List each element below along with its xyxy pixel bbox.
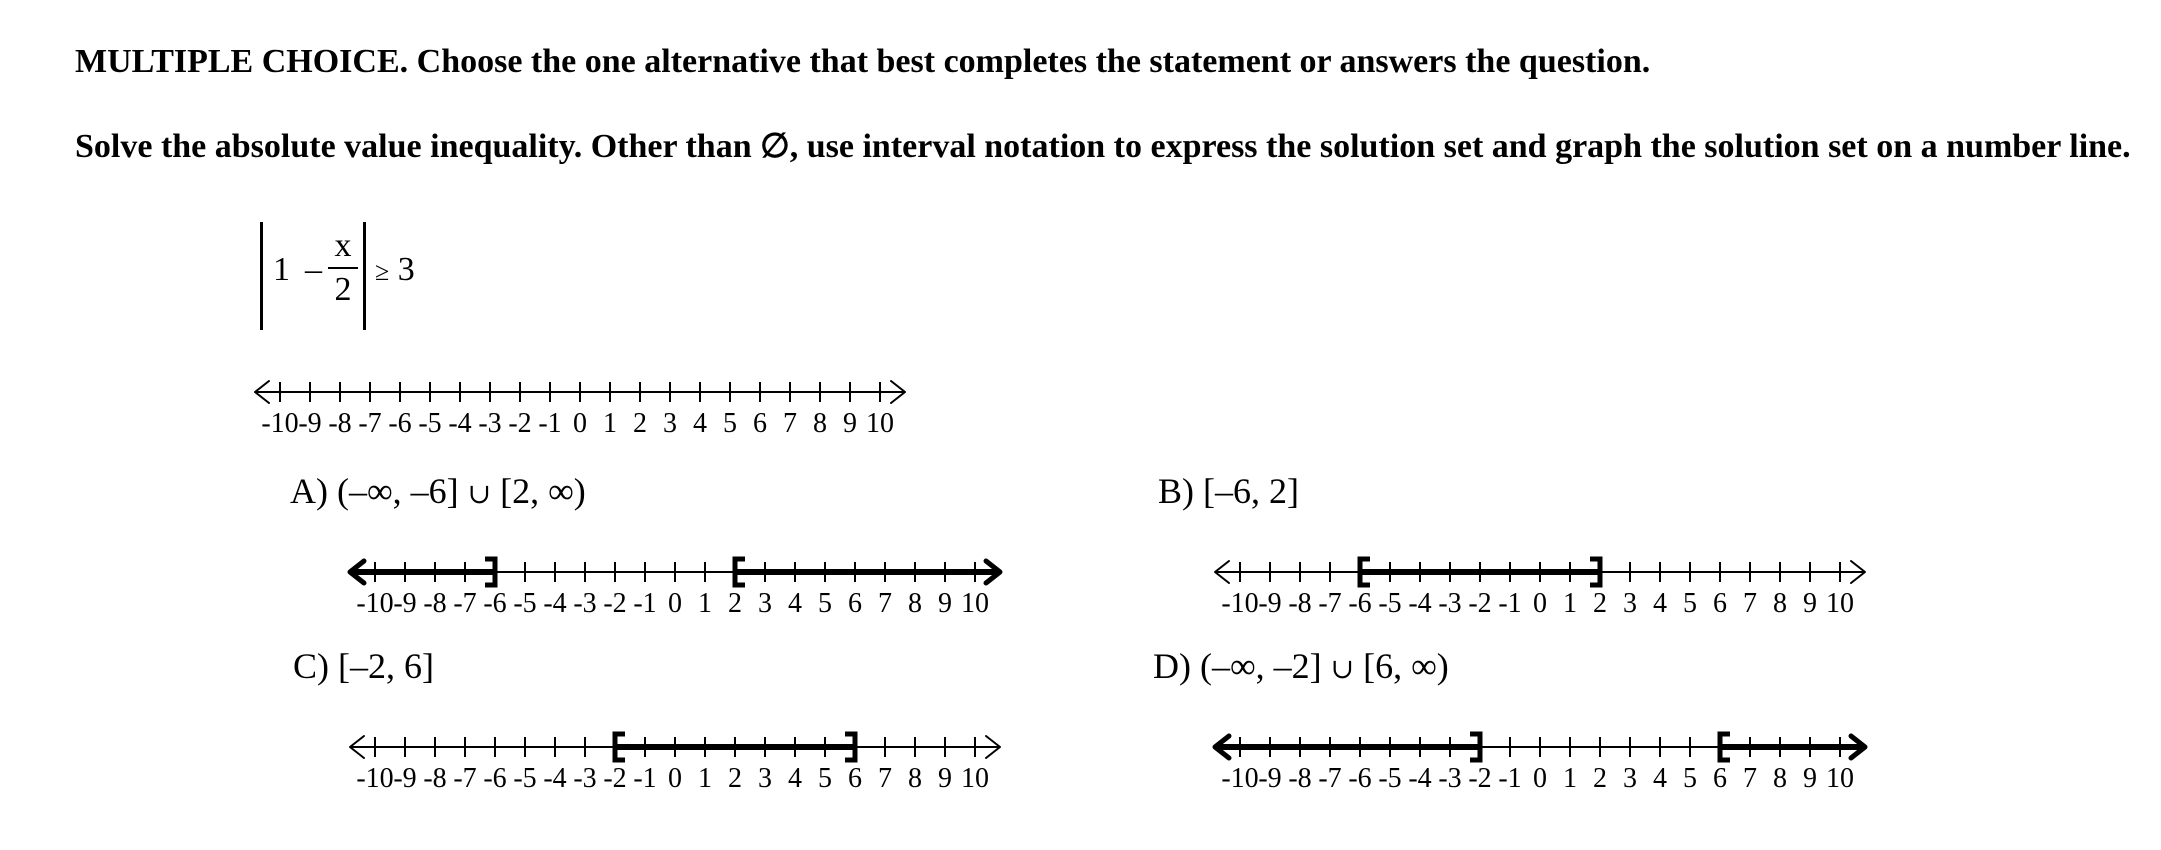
tick-label: -3: [1438, 588, 1462, 619]
tick-label: 4: [1653, 588, 1667, 619]
tick-label: 1: [698, 763, 712, 794]
tick-label: 6: [848, 763, 862, 794]
choice-interval: [6, ∞): [1363, 646, 1449, 686]
tick-label: -1: [633, 763, 657, 794]
tick-label: -9: [298, 408, 322, 439]
choice-interval: [2, ∞): [500, 471, 586, 511]
tick-label: 7: [1743, 763, 1757, 794]
tick-label: -7: [1318, 588, 1342, 619]
tick-label: 5: [723, 408, 737, 439]
tick-label: 1: [1563, 763, 1577, 794]
tick-label: 6: [1713, 588, 1727, 619]
tick-label: 9: [843, 408, 857, 439]
tick-label: 2: [728, 588, 742, 619]
tick-label: -1: [633, 588, 657, 619]
inequality-constant: 1: [273, 251, 290, 288]
choice-interval: (–∞, –2]: [1200, 646, 1322, 686]
tick-label: 3: [1623, 588, 1637, 619]
tick-label: 4: [788, 588, 802, 619]
tick-label: -6: [388, 408, 412, 439]
tick-label: -4: [1408, 588, 1432, 619]
tick-label: 0: [1533, 588, 1547, 619]
tick-label: -5: [513, 588, 537, 619]
tick-label: -10: [1221, 588, 1259, 619]
tick-label: -2: [1468, 763, 1492, 794]
tick-label: -10: [356, 588, 394, 619]
choice-interval: (–∞, –6]: [337, 471, 459, 511]
union-symbol: ∪: [1330, 654, 1355, 685]
tick-label: 6: [1713, 763, 1727, 794]
tick-label: 3: [663, 408, 677, 439]
tick-label: 0: [1533, 763, 1547, 794]
choice-d-number-line: [1200, 725, 1900, 795]
choice-letter: D): [1153, 646, 1191, 686]
tick-label: 5: [1683, 763, 1697, 794]
tick-label: 10: [961, 588, 989, 619]
choice-b-label[interactable]: [1158, 470, 1299, 512]
choice-letter: A): [290, 471, 328, 511]
tick-label: -10: [261, 408, 299, 439]
tick-label: 8: [908, 588, 922, 619]
tick-label: 1: [1563, 588, 1577, 619]
choice-c-number-line: [335, 725, 1035, 795]
tick-label: 4: [1653, 763, 1667, 794]
tick-label: 9: [938, 763, 952, 794]
tick-label: -1: [538, 408, 562, 439]
tick-label: 9: [938, 588, 952, 619]
tick-label: 7: [878, 763, 892, 794]
tick-label: 10: [1826, 763, 1854, 794]
tick-label: 6: [753, 408, 767, 439]
choice-letter: C): [293, 646, 329, 686]
inequality-expression: [255, 222, 455, 332]
tick-label: 2: [728, 763, 742, 794]
choice-interval: [–6, 2]: [1203, 471, 1299, 511]
tick-label: 10: [1826, 588, 1854, 619]
tick-label: -7: [453, 588, 477, 619]
tick-label: 7: [783, 408, 797, 439]
tick-label: 8: [908, 763, 922, 794]
tick-label: -3: [1438, 763, 1462, 794]
tick-label: 2: [1593, 763, 1607, 794]
tick-label: 4: [788, 763, 802, 794]
tick-label: 5: [818, 588, 832, 619]
tick-label: 5: [818, 763, 832, 794]
choice-c-label[interactable]: [293, 645, 434, 687]
absolute-value-bar-left: [260, 222, 263, 330]
tick-label: -9: [1258, 763, 1282, 794]
tick-label: -7: [1318, 763, 1342, 794]
inequality-fraction: [328, 226, 358, 310]
tick-label: -1: [1498, 588, 1522, 619]
tick-label: 0: [668, 588, 682, 619]
tick-label: -4: [1408, 763, 1432, 794]
tick-label: 0: [668, 763, 682, 794]
tick-label: -6: [1348, 588, 1372, 619]
inequality-rhs: 3: [397, 251, 415, 288]
tick-label: 3: [758, 588, 772, 619]
tick-label: -4: [543, 588, 567, 619]
tick-label: -8: [1288, 588, 1312, 619]
tick-label: -4: [448, 408, 472, 439]
tick-label: -8: [423, 763, 447, 794]
tick-label: -5: [1378, 588, 1402, 619]
tick-label: 9: [1803, 763, 1817, 794]
tick-label: 5: [1683, 588, 1697, 619]
tick-label: 8: [1773, 588, 1787, 619]
tick-label: 10: [961, 763, 989, 794]
tick-label: -8: [328, 408, 352, 439]
tick-label: 8: [813, 408, 827, 439]
tick-label: -9: [393, 763, 417, 794]
tick-label: -3: [573, 763, 597, 794]
tick-label: 3: [1623, 763, 1637, 794]
fraction-numerator: x: [334, 227, 352, 264]
tick-label: 6: [848, 588, 862, 619]
problem-instructions: Solve the absolute value inequality. Other than ∅, use interval notation to express the solution set and graph the solution set on a number line.: [75, 128, 2131, 165]
choice-d-label[interactable]: [1153, 645, 1449, 691]
inequality-relation: [375, 250, 415, 292]
absolute-value-bar-right: [363, 222, 366, 330]
tick-label: -10: [356, 763, 394, 794]
tick-label: -9: [393, 588, 417, 619]
tick-label: -6: [483, 588, 507, 619]
tick-label: -2: [508, 408, 532, 439]
choice-letter: B): [1158, 471, 1194, 511]
tick-label: -10: [1221, 763, 1259, 794]
tick-label: -8: [1288, 763, 1312, 794]
tick-label: 3: [758, 763, 772, 794]
tick-label: 2: [1593, 588, 1607, 619]
tick-label: 9: [1803, 588, 1817, 619]
tick-label: -9: [1258, 588, 1282, 619]
tick-label: 1: [698, 588, 712, 619]
tick-label: -5: [513, 763, 537, 794]
tick-label: 0: [573, 408, 587, 439]
inequality-minus-sign: –: [305, 251, 322, 288]
tick-label: -5: [418, 408, 442, 439]
section-heading: MULTIPLE CHOICE. Choose the one alternative that best completes the statement or answers the question.: [75, 43, 1651, 80]
tick-label: 8: [1773, 763, 1787, 794]
tick-label: -4: [543, 763, 567, 794]
tick-label: -2: [603, 588, 627, 619]
fraction-bar: [328, 267, 358, 269]
tick-label: -2: [603, 763, 627, 794]
tick-label: -8: [423, 588, 447, 619]
tick-label: -3: [573, 588, 597, 619]
tick-label: -7: [358, 408, 382, 439]
tick-label: -5: [1378, 763, 1402, 794]
tick-label: -6: [1348, 763, 1372, 794]
tick-label: -2: [1468, 588, 1492, 619]
tick-label: 7: [878, 588, 892, 619]
tick-label: -1: [1498, 763, 1522, 794]
union-symbol: ∪: [467, 479, 492, 510]
tick-label: -3: [478, 408, 502, 439]
greater-or-equal-sign: ≥: [375, 257, 390, 286]
tick-label: 10: [866, 408, 894, 439]
tick-label: 1: [603, 408, 617, 439]
tick-label: -7: [453, 763, 477, 794]
tick-label: 4: [693, 408, 707, 439]
tick-label: 2: [633, 408, 647, 439]
tick-label: -6: [483, 763, 507, 794]
fraction-denominator: 2: [334, 271, 352, 308]
choice-a-number-line: [335, 550, 1035, 620]
tick-label: 7: [1743, 588, 1757, 619]
choice-interval: [–2, 6]: [338, 646, 434, 686]
choice-b-number-line: [1200, 550, 1900, 620]
choice-a-label[interactable]: [290, 470, 586, 516]
blank-number-line: [240, 370, 940, 440]
